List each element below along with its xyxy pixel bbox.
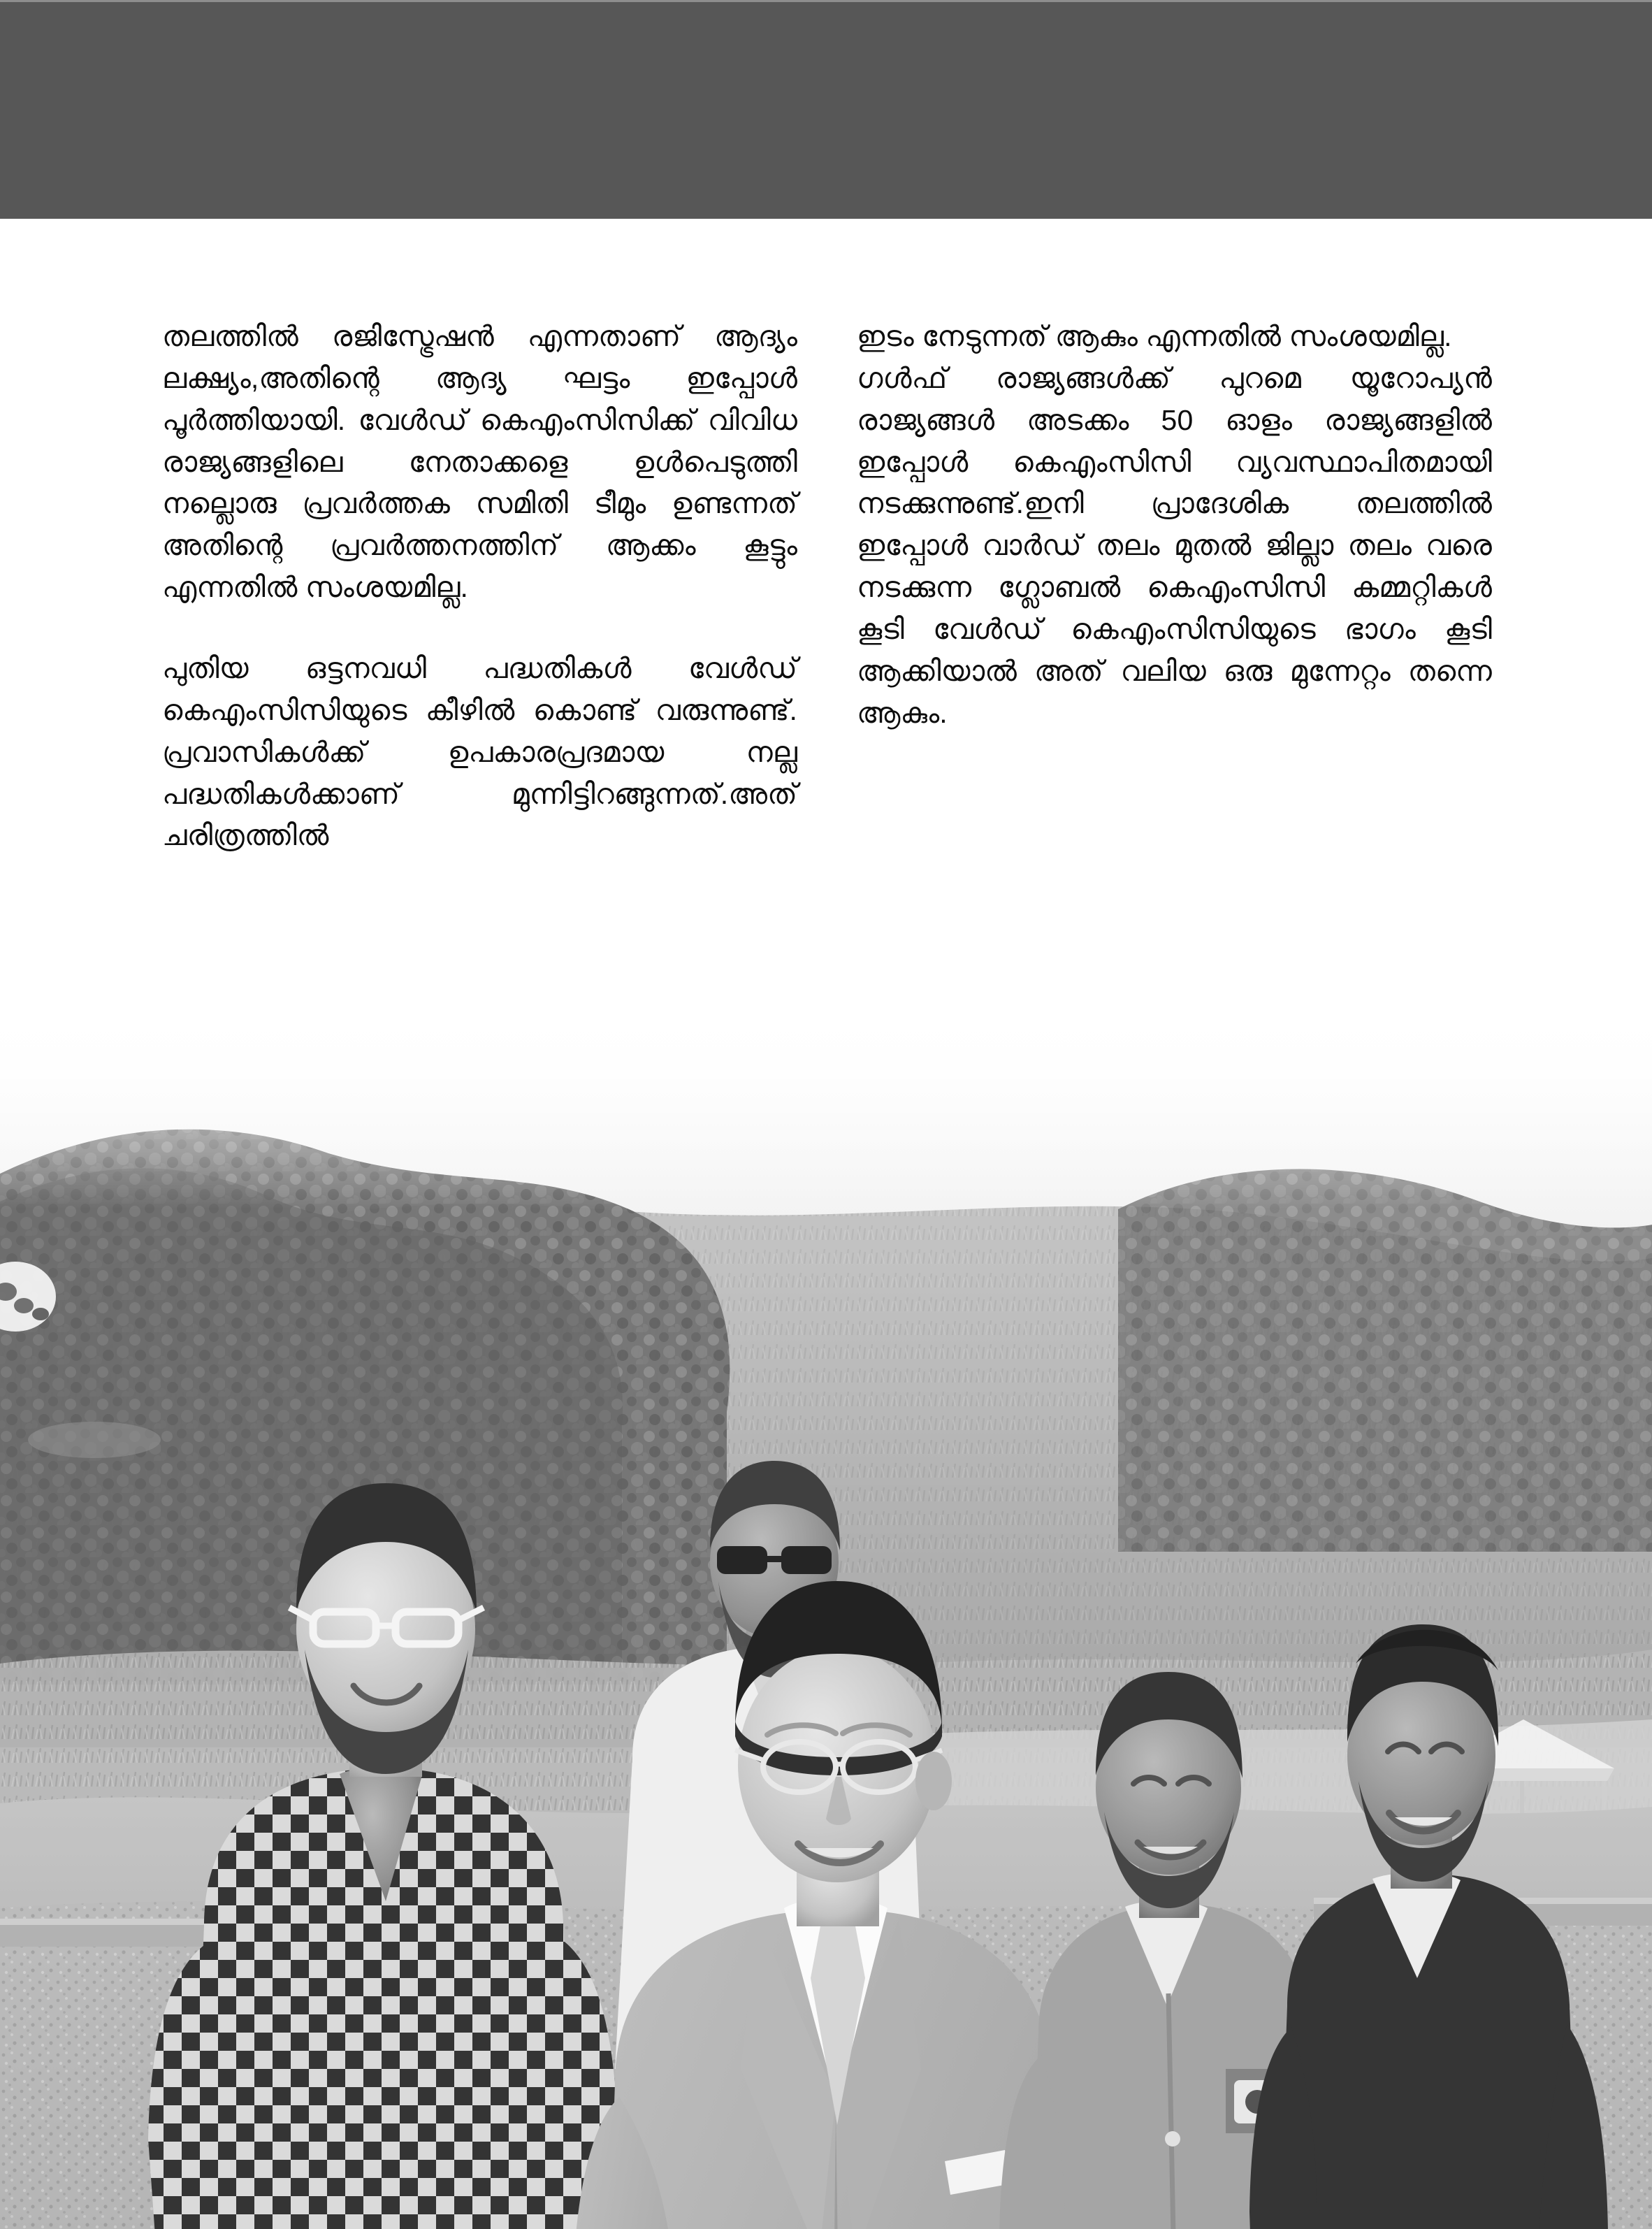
text-column-left	[162, 316, 797, 857]
header-banner	[0, 0, 1652, 219]
paragraph: ഇടം നേടുന്നത് ആകും എന്നതിൽ സംശയമില്ല.	[857, 320, 1452, 352]
paragraph: തലത്തിൽ രജിസ്ട്രേഷൻ എന്നതാണ് ആദ്യം ലക്ഷ്യം,അതിന്റെ ആദ്യ ഘട്ടം ഇപ്പോൾ പൂർത്തിയായി. വേൾഡ് കെഎംസിസിക്ക് വിവിധ രാജ്യങ്ങളിലെ നേതാക്കളെ ഉൾപെടുത്തി നല്ലൊരു പ്രവർത്തക സമിതി ടീമും ഉണ്ടന്നത് അതിന്റെ പ്രവർത്തനത്തിന് ആക്കം കൂട്ടും എന്നതിൽ സംശയമില്ല.	[162, 320, 797, 604]
article-body	[162, 316, 1492, 857]
photograph-illustration	[0, 979, 1652, 2229]
paragraph: പുതിയ ഒട്ടനവധി പദ്ധതികൾ വേൾഡ് കെഎംസിസിയുടെ കീഴിൽ കൊണ്ട് വരുന്നുണ്ട്. പ്രവാസികൾക്ക് ഉപകാരപ്രദമായ നല്ല പദ്ധതികൾക്കാണ് മുന്നിട്ടിറങ്ങുന്നത്.അത് ചരിത്രത്തിൽ	[162, 652, 797, 852]
text-column-right	[857, 316, 1492, 735]
paragraph: ഗൾഫ് രാജ്യങ്ങൾക്ക് പുറമെ യൂറോപ്യൻ രാജ്യങ്ങൾ അടക്കം 50 ഓളം രാജ്യങ്ങളിൽ ഇപ്പോൾ കെഎംസിസി വ്യവസ്ഥാപിതമായി നടക്കുന്നുണ്ട്.ഇനി പ്രാദേശിക തലത്തിൽ ഇപ്പോൾ വാർഡ് തലം മുതൽ ജില്ലാ തലം വരെ നടക്കുന്ന ഗ്ലോബൽ കെഎംസിസി കമ്മറ്റികൾ കൂടി വേൾഡ് കെഎംസിസിയുടെ ഭാഗം കൂടി ആക്കിയാൽ അത് വലിയ ഒരു മുന്നേറ്റം തന്നെ ആകും.	[857, 361, 1492, 729]
article-photograph	[0, 979, 1652, 2229]
